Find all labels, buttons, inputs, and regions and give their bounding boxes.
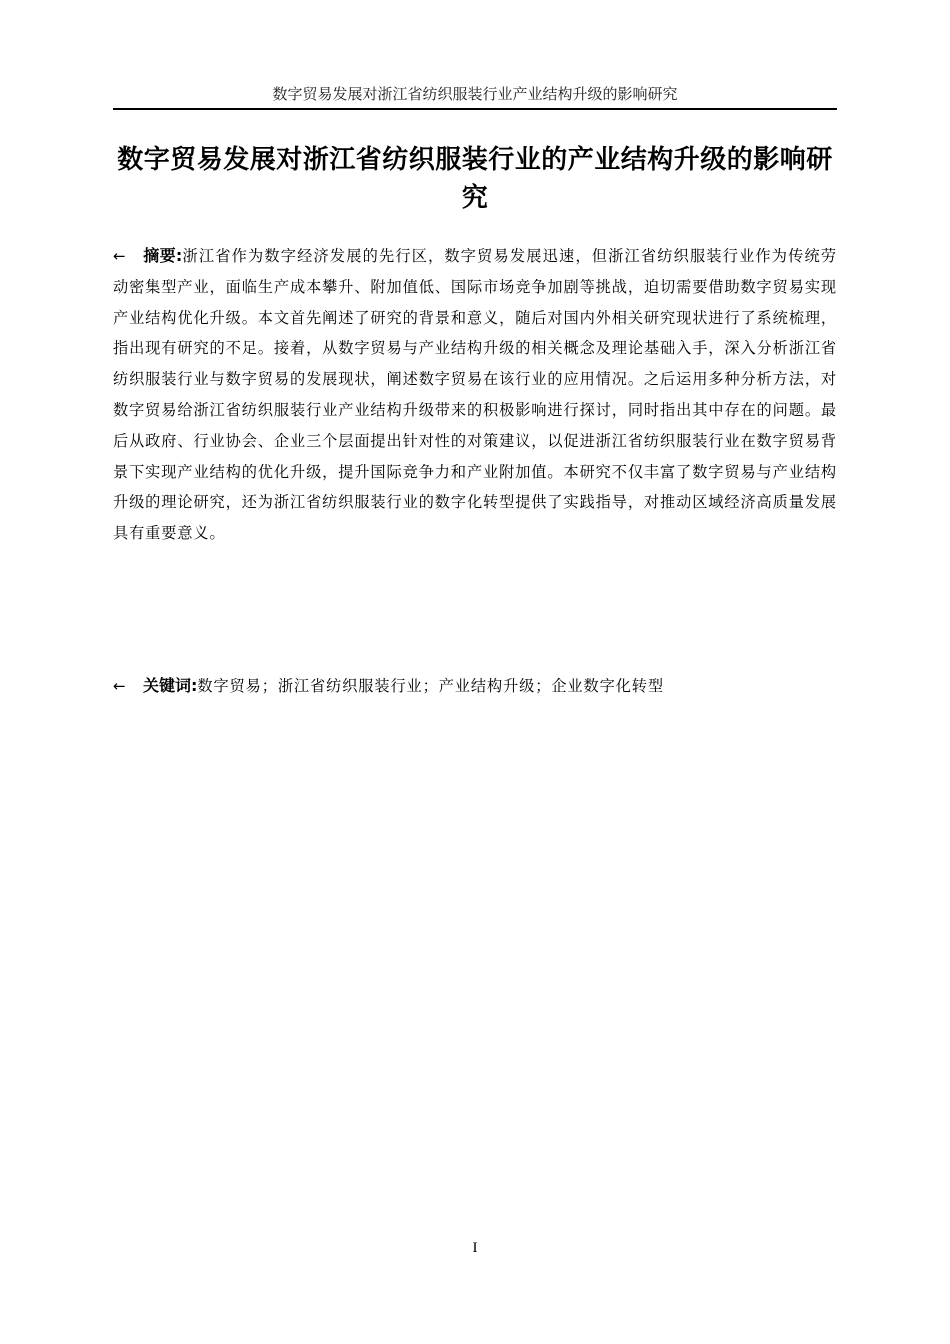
abstract-paragraph [113, 241, 837, 549]
keywords-line [113, 671, 837, 701]
return-arrow-icon: ← [113, 677, 127, 695]
abstract-text: 浙江省作为数字经济发展的先行区，数字贸易发展迅速，但浙江省纺织服装行业作为传统劳动密集型产业，面临生产成本攀升、附加值低、国际市场竞争加剧等挑战，迫切需要借助数字贸易实现产业结构优化升级。本文首先阐述了研究的背景和意义，随后对国内外相关研究现状进行了系统梳理，指出现有研究的不足。接着，从数字贸易与产业结构升级的相关概念及理论基础入手，深入分析浙江省纺织服装行业与数字贸易的发展现状，阐述数字贸易在该行业的应用情况。之后运用多种分析方法，对数字贸易给浙江省纺织服装行业产业结构升级带来的积极影响进行探讨，同时指出其中存在的问题。最后从政府、行业协会、企业三个层面提出针对性的对策建议，以促进浙江省纺织服装行业在数字贸易背景下实现产业结构的优化升级，提升国际竞争力和产业附加值。本研究不仅丰富了数字贸易与产业结构升级的理论研究，还为浙江省纺织服装行业的数字化转型提供了实践指导，对推动区域经济高质量发展具有重要意义。 [113, 247, 837, 543]
header-divider [113, 108, 837, 110]
keywords-label: 关键词: [143, 676, 198, 695]
abstract-label: 摘要: [143, 246, 183, 265]
keywords-text: 数字贸易；浙江省纺织服装行业；产业结构升级；企业数字化转型 [197, 677, 664, 695]
return-arrow-icon: ← [113, 247, 127, 265]
page-number: I [472, 1240, 478, 1256]
running-header: 数字贸易发展对浙江省纺织服装行业产业结构升级的影响研究 [272, 85, 678, 103]
document-title: 数字贸易发展对浙江省纺织服装行业的产业结构升级的影响研究 [117, 145, 833, 213]
